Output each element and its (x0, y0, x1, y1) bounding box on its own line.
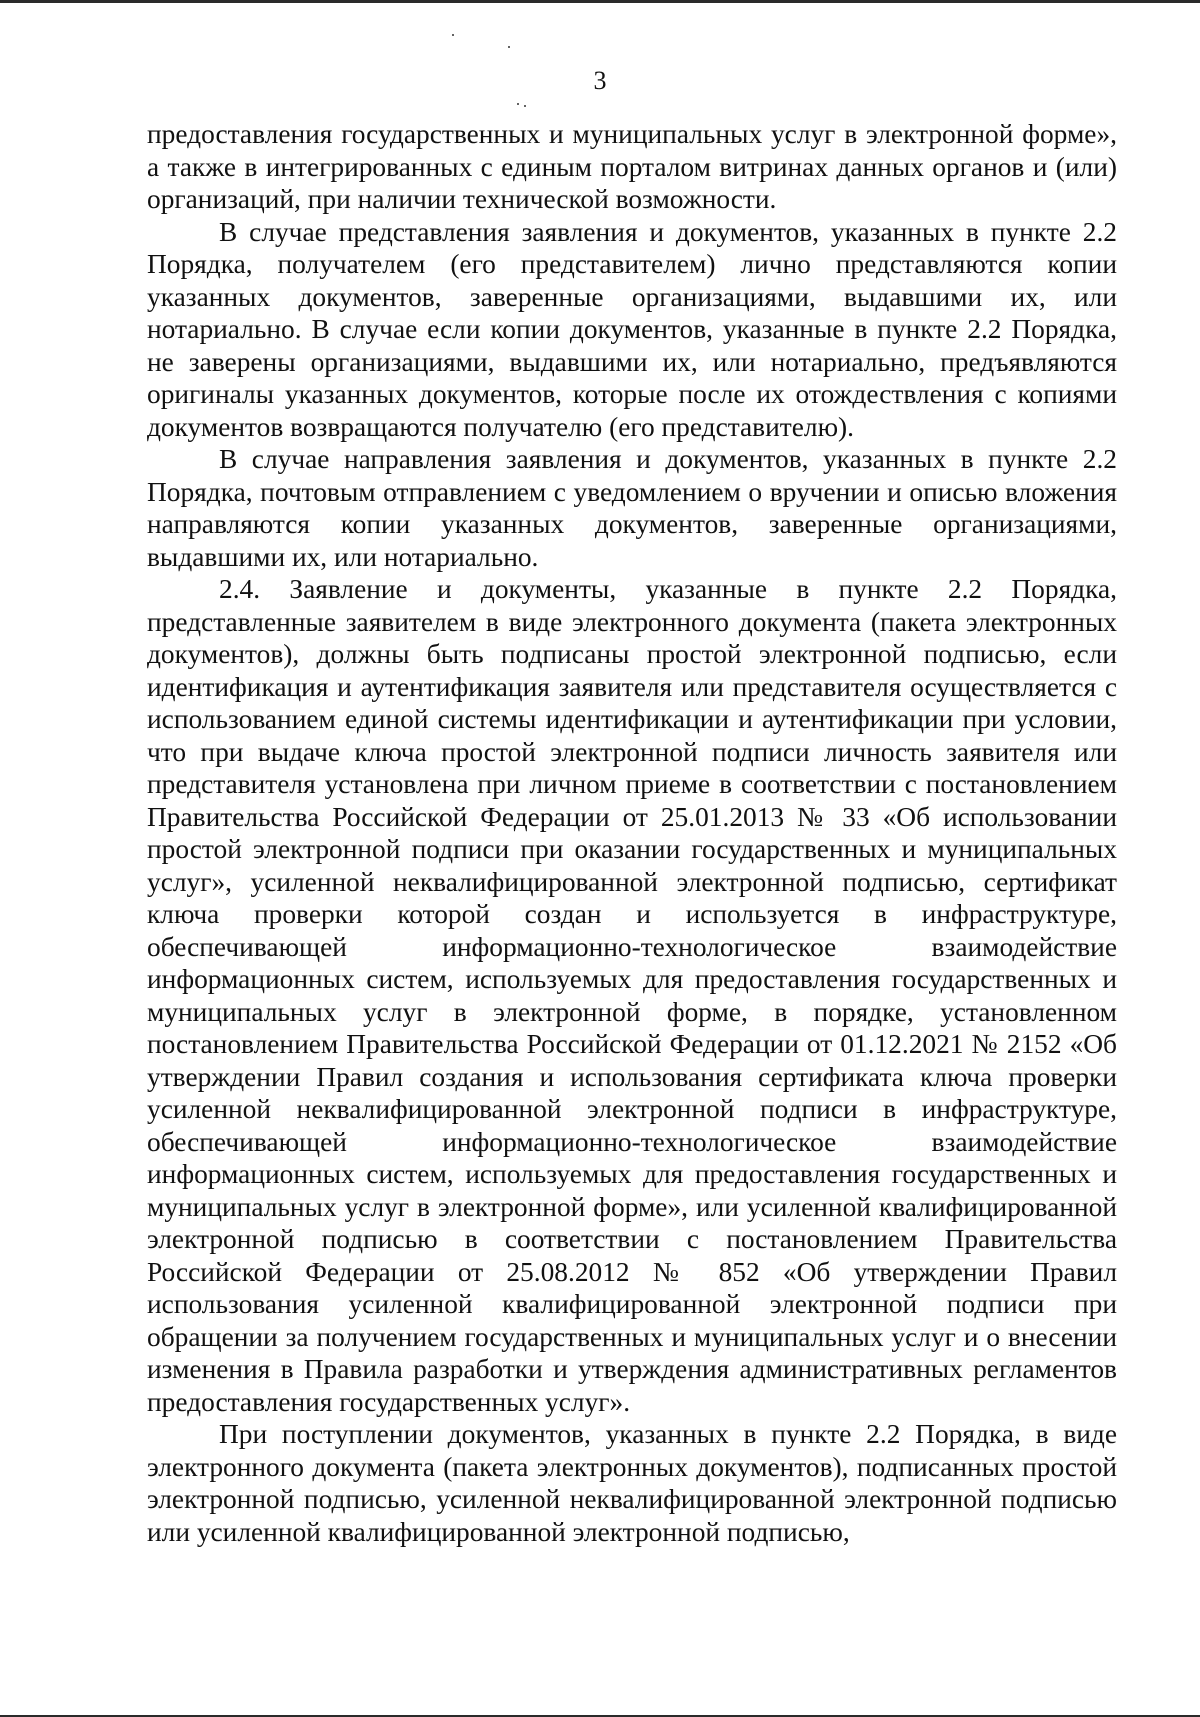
paragraph-postal-submission: В случае направления заявления и документов, указанных в пункте 2.2 Порядка, почтовым отправлением с уведомлением о вручении и описью вложения направляются копии указанных документов, заверенные организациями, выдавшими их, или нотариально. (147, 444, 1117, 572)
paragraph-continuation: предоставления государственных и муниципальных услуг в электронной форме», а также в интегрированных с единым порталом витринах данных органов и (или) организаций, при наличии технической возможности. (147, 119, 1117, 214)
scan-speck (508, 46, 510, 48)
document-body (147, 118, 1117, 1548)
scan-speck (524, 105, 526, 107)
scan-edge-top (0, 0, 1200, 3)
page-number: 3 (593, 66, 607, 95)
paragraph-electronic-receipt: При поступлении документов, указанных в пункте 2.2 Порядка, в виде электронного документа (пакета электронных документов), подписанных простой электронной подписью, усиленной неквалифицированной электронной подписью или усиленной квалифицированной электронной подписью, (147, 1419, 1117, 1547)
paragraph-2-4-electronic-signature: 2.4. Заявление и документы, указанные в пункте 2.2 Порядка, представленные заявителем в виде электронного документа (пакета электронных документов), должны быть подписаны простой электронной подписью, если идентификация и аутентификация заявителя или представителя осуществляется с использованием единой системы идентификации и аутентификации при условии, что при выдаче ключа простой электронной подписи личность заявителя или представителя установлена при личном приеме в соответствии с постановлением Правительства Российской Федерации от 25.01.2013 № 33 «Об использовании простой электронной подписи при оказании государственных и муниципальных услуг», усиленной неквалифицированной электронной подписью, сертификат ключа проверки которой создан и используется в инфраструктуре, обеспечивающей информационно-технологическое взаимодействие информационных систем, используемых для предоставления государственных и муниципальных услуг в электронной форме, в порядке, установленном постановлением Правительства Российской Федерации от 01.12.2021 № 2152 «Об утверждении Правил создания и использования сертификата ключа проверки усиленной неквалифицированной электронной подписи в инфраструктуре, обеспечивающей информационно-технологическое взаимодействие информационных систем, используемых для предоставления государственных и муниципальных услуг в электронной форме», или усиленной квалифицированной электронной подписью в соответствии с постановлением Правительства Российской Федерации от 25.08.2012 № 852 «Об утверждении Правил использования усиленной квалифицированной электронной подписи при обращении за получением государственных и муниципальных услуг и о внесении изменения в Правила разработки и утверждения административных регламентов предоставления государственных услуг». (147, 574, 1117, 1417)
scan-speck (452, 34, 454, 36)
scan-speck (517, 103, 519, 105)
paragraph-personal-submission: В случае представления заявления и документов, указанных в пункте 2.2 Порядка, получателем (его представителем) лично представляются копии указанных документов, заверенные организациями, выдавшими их, или нотариально. В случае если копии документов, указанные в пункте 2.2 Порядка, не заверены организациями, выдавшими их, или нотариально, предъявляются оригиналы указанных документов, которые после их отождествления с копиями документов возвращаются получателю (его представителю). (147, 216, 1117, 442)
